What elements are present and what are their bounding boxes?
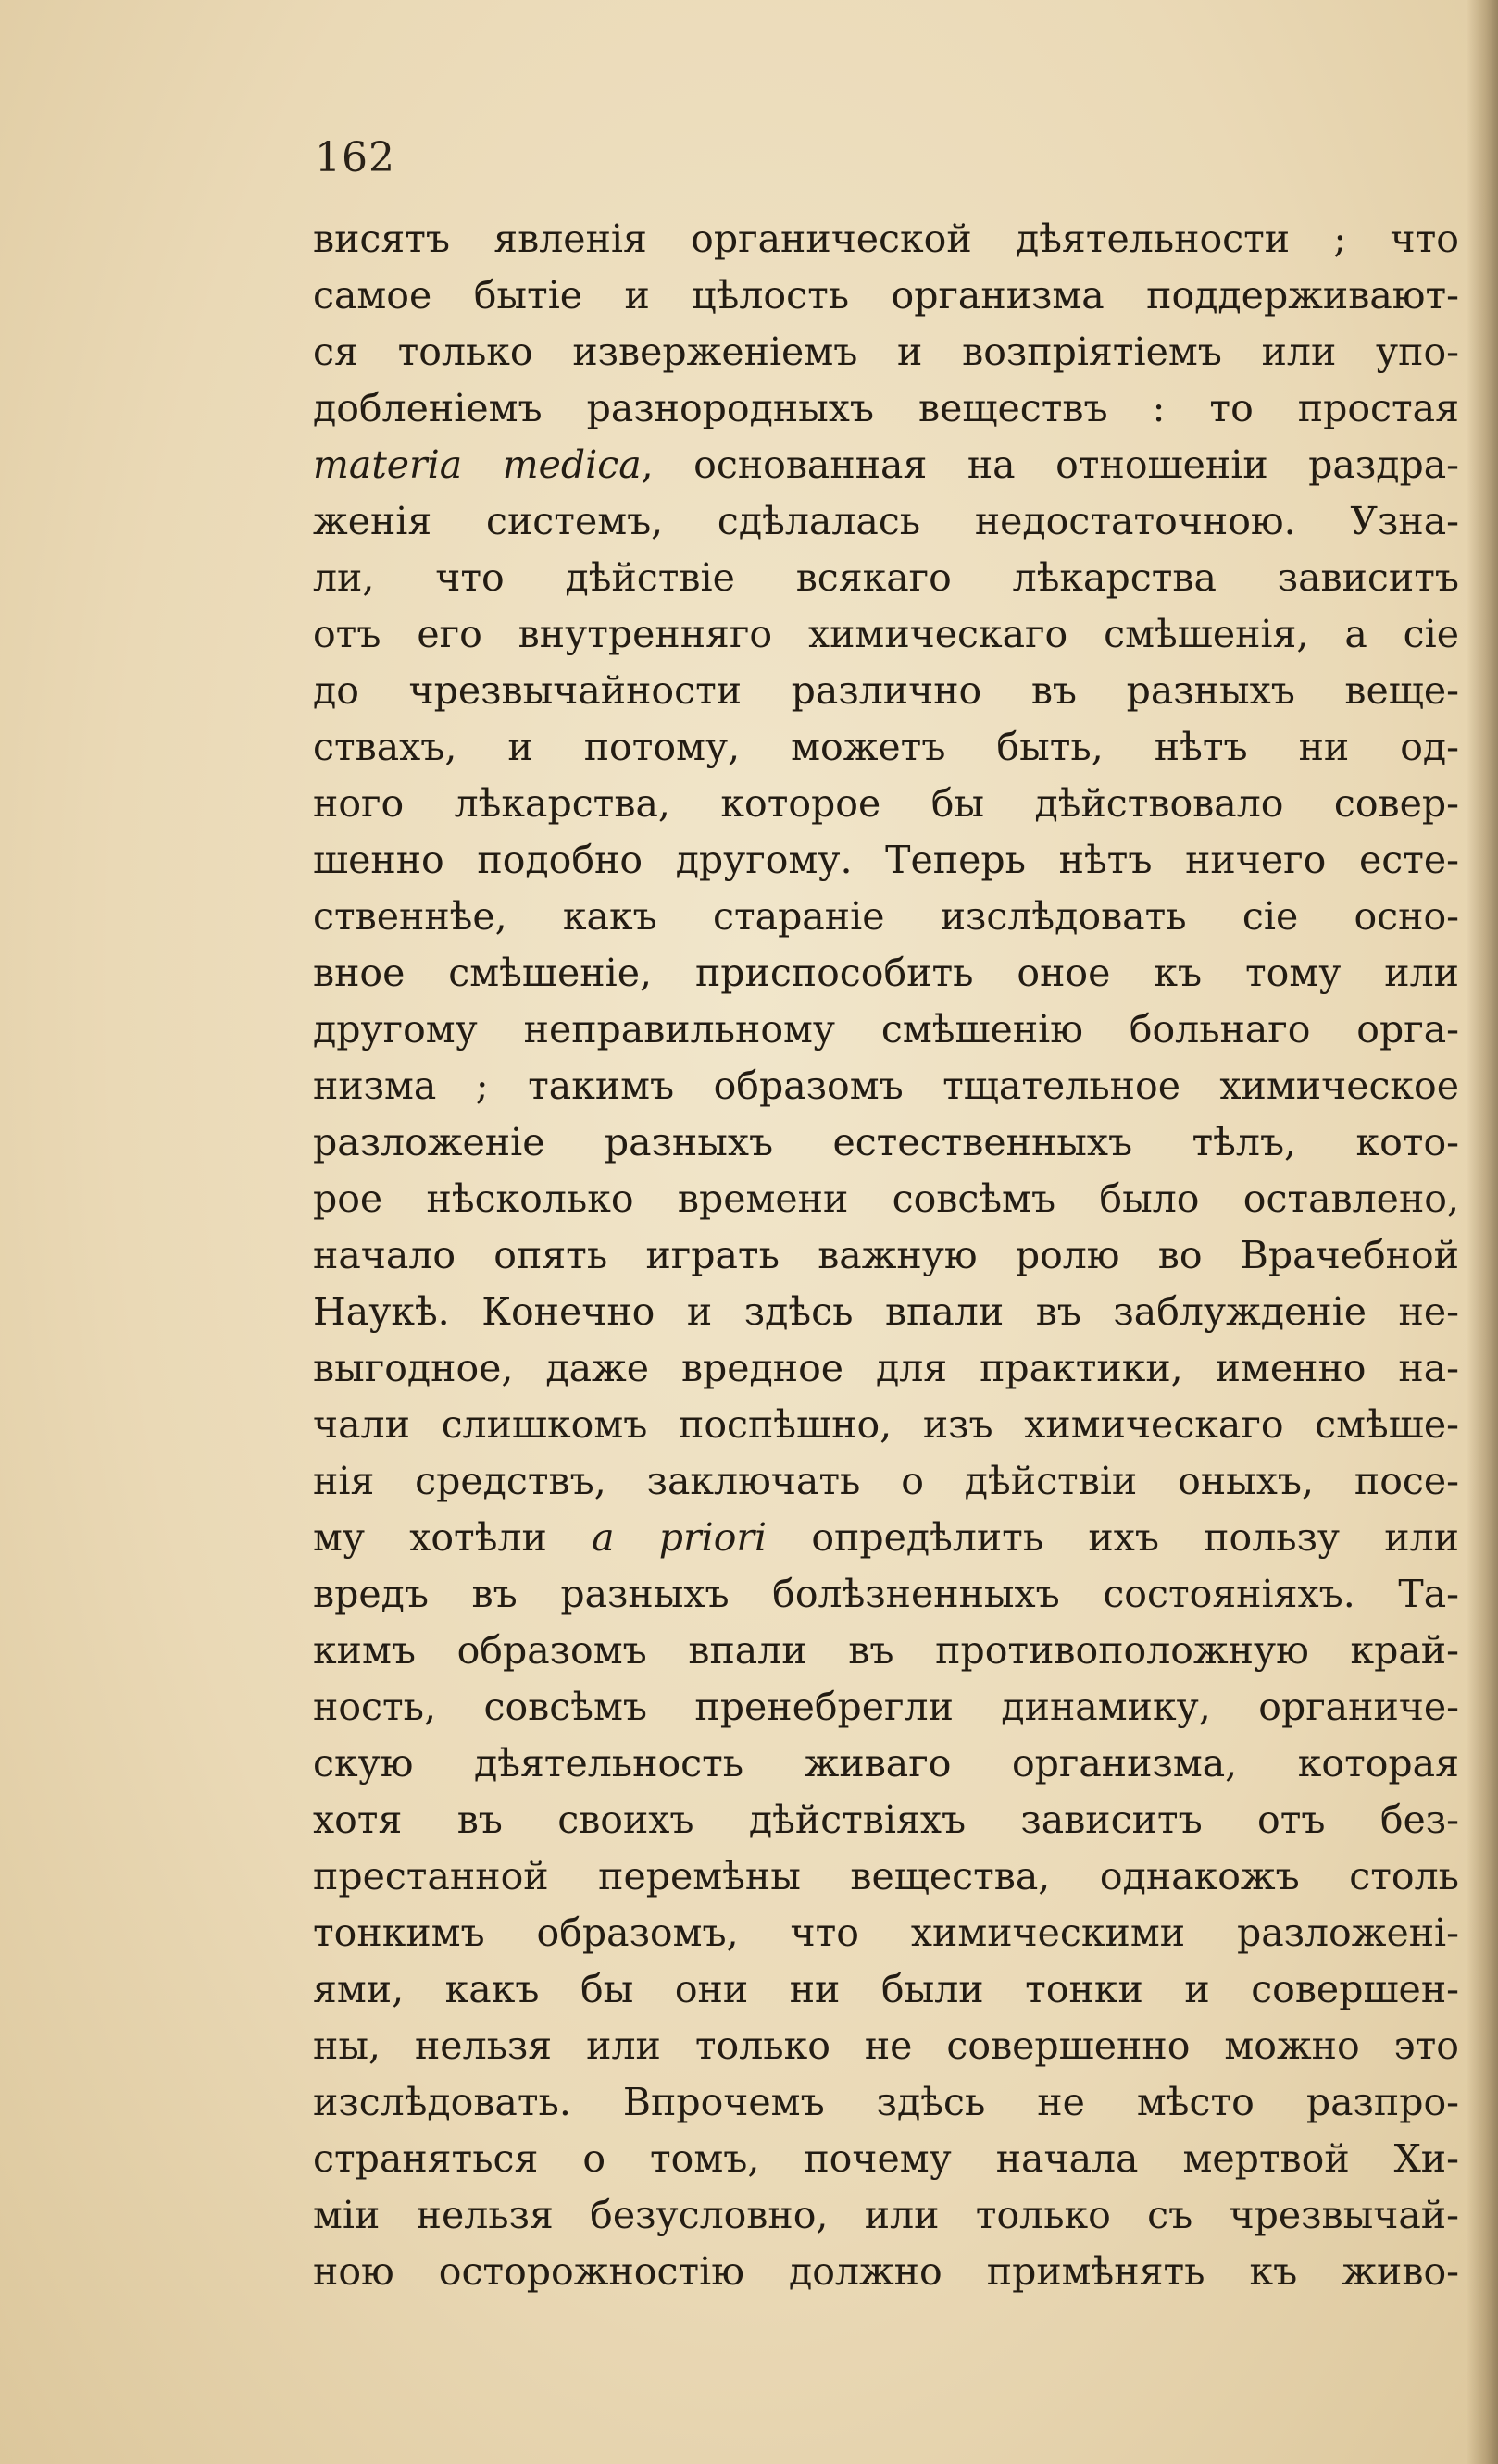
text-line: другому неправильному смѣшенію больнаго орга- bbox=[313, 1007, 1459, 1052]
page-edge-shadow bbox=[1467, 0, 1498, 2464]
text-line: тонкимъ образомъ, что химическими разложені- bbox=[313, 1910, 1459, 1955]
text-line: самое бытіе и цѣлость организма поддерживают- bbox=[313, 273, 1459, 317]
text-line: добленіемъ разнородныхъ веществъ : то простая bbox=[313, 386, 1459, 430]
text-line: вное смѣшеніе, приспособить оное къ тому или bbox=[313, 951, 1459, 995]
text-line: рое нѣсколько времени совсѣмъ было оставлено, bbox=[313, 1176, 1459, 1221]
text-line: нія средствъ, заключать о дѣйствіи оныхъ, посе- bbox=[313, 1459, 1459, 1503]
text-line: му хотѣли a priori опредѣлить ихъ пользу или bbox=[313, 1515, 1459, 1560]
text-line: скую дѣятельность живаго организма, которая bbox=[313, 1741, 1459, 1786]
text-line: страняться о томъ, почему начала мертвой Хи- bbox=[313, 2136, 1459, 2181]
text-line: вредъ въ разныхъ болѣзненныхъ состояніяхъ. Та- bbox=[313, 1572, 1459, 1616]
text-line: Наукѣ. Конечно и здѣсь впали въ заблужденіе не- bbox=[313, 1289, 1459, 1334]
text-line: до чрезвычайности различно въ разныхъ веще- bbox=[313, 668, 1459, 713]
text-line: начало опять играть важную ролю во Врачебной bbox=[313, 1233, 1459, 1277]
text-line: ственнѣе, какъ стараніе изслѣдовать сіе осно- bbox=[313, 894, 1459, 939]
text-line: разложеніе разныхъ естественныхъ тѣлъ, кото- bbox=[313, 1120, 1459, 1164]
text-line: ного лѣкарства, которое бы дѣйствовало совер- bbox=[313, 781, 1459, 826]
text-line: престанной перемѣны вещества, однакожъ столь bbox=[313, 1854, 1459, 1898]
text-line: кимъ образомъ впали въ противоположную край- bbox=[313, 1628, 1459, 1673]
text-line: выгодное, даже вредное для практики, именно на- bbox=[313, 1346, 1459, 1390]
text-line: materia medica, основанная на отношеніи раздра- bbox=[313, 442, 1459, 487]
text-line: ствахъ, и потому, можетъ быть, нѣтъ ни од- bbox=[313, 725, 1459, 769]
text-line: ною осторожностію должно примѣнять къ живо- bbox=[313, 2249, 1459, 2294]
text-line: ность, совсѣмъ пренебрегли динамику, органиче- bbox=[313, 1685, 1459, 1729]
text-line: ли, что дѣйствіе всякаго лѣкарства зависитъ bbox=[313, 555, 1459, 600]
text-line: шенно подобно другому. Теперь нѣтъ ничего есте- bbox=[313, 838, 1459, 882]
text-line: низма ; такимъ образомъ тщательное химическое bbox=[313, 1064, 1459, 1108]
text-line: висятъ явленія органической дѣятельности ; что bbox=[313, 217, 1459, 261]
text-line: чали слишкомъ поспѣшно, изъ химическаго смѣше- bbox=[313, 1402, 1459, 1447]
text-line: хотя въ своихъ дѣйствіяхъ зависитъ отъ без- bbox=[313, 1798, 1459, 1842]
body-text bbox=[313, 211, 1459, 2300]
text-line: ны, нельзя или только не совершенно можно это bbox=[313, 2023, 1459, 2068]
text-line: ся только изверженіемъ и возпріятіемъ или упо- bbox=[313, 330, 1459, 374]
page-number: 162 bbox=[315, 134, 395, 181]
text-line: міи нельзя безусловно, или только съ чрезвычай- bbox=[313, 2193, 1459, 2237]
text-line: ями, какъ бы они ни были тонки и совершен- bbox=[313, 1967, 1459, 2011]
text-line: отъ его внутренняго химическаго смѣшенія, а сіе bbox=[313, 612, 1459, 656]
text-line: женія системъ, сдѣлалась недостаточною. Узна- bbox=[313, 499, 1459, 543]
text-line: изслѣдовать. Впрочемъ здѣсь не мѣсто разпро- bbox=[313, 2080, 1459, 2124]
